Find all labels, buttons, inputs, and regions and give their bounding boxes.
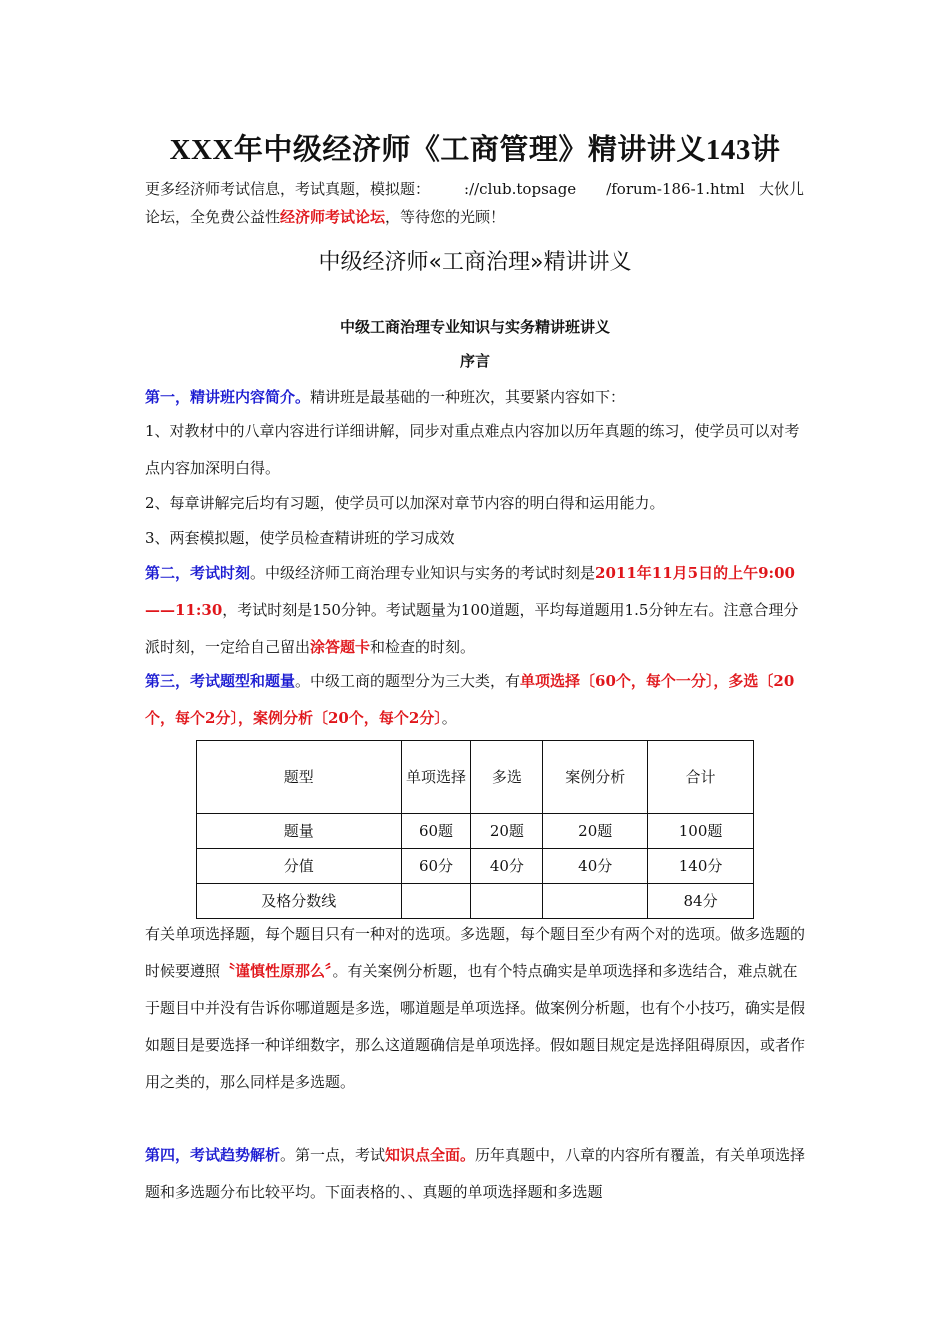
section-2-text-1: 。中级经济师工商治理专业知识与实务的考试时刻是 xyxy=(250,564,596,582)
document-title: XXX年中级经济师《工商管理》精讲讲义143讲 xyxy=(169,134,781,166)
table-cell: 40分 xyxy=(471,849,543,884)
intro-text-3: ，等待您的光顾！ xyxy=(385,208,506,226)
section-4-text-2: 历年真题中，八章的内容所有覆盖，有关单项选择题和多选题分布比较平均。下面表格的、、真题的单项选择题和多选题 xyxy=(145,1146,806,1201)
full-coverage: 知识点全面。 xyxy=(385,1146,476,1164)
preface-heading: 序言 xyxy=(459,352,490,370)
notes-text-1: 有关单项选择题，每个题目只有一种对的选项。多选题，每个题目至少有两个对的选项。做多选题的时候要遵照 xyxy=(145,925,806,980)
answer-card: 涂答题卡 xyxy=(310,638,371,656)
section-2-text-2: ，考试时刻是150分钟。考试题量为100道题，平均每道题用1.5分钟左右。注意合理分派时刻，一定给自己留出 xyxy=(145,601,799,656)
question-type-notes xyxy=(145,916,810,1101)
table-cell: 140分 xyxy=(648,849,754,884)
question-type-table xyxy=(196,740,754,919)
table-header-row xyxy=(197,741,754,814)
table-row xyxy=(197,849,754,884)
table-cell: 100题 xyxy=(648,814,754,849)
table-header-cell: 合计 xyxy=(648,741,754,814)
table-cell: 题量 xyxy=(197,814,402,849)
exam-time: 2011年11月5日的上午9:00——11:30 xyxy=(145,564,795,619)
table-header-cell: 题型 xyxy=(197,741,402,814)
table-cell: 60题 xyxy=(401,814,471,849)
table-cell: 60分 xyxy=(401,849,471,884)
section-1-intro xyxy=(145,379,810,416)
table-header-cell: 单项选择 xyxy=(401,741,471,814)
section-2-label: 第二，考试时刻 xyxy=(145,564,251,582)
table-cell: 84分 xyxy=(648,884,754,919)
section-3-paragraph xyxy=(145,663,810,737)
section-1-label: 第一，精讲班内容简介。 xyxy=(145,388,311,406)
section-3-label: 第三，考试题型和题量 xyxy=(145,672,296,690)
section-1-item-2: 2、每章讲解完后均有习题，使学员可以加深对章节内容的明白得和运用能力。 xyxy=(145,494,665,512)
table-cell xyxy=(401,884,471,919)
section-2-text-3: 和检查的时刻。 xyxy=(370,638,476,656)
section-4-label: 第四，考试趋势解析 xyxy=(145,1146,281,1164)
section-3-text: 。中级工商的题型分为三大类，有 xyxy=(295,672,521,690)
table-row xyxy=(197,884,754,919)
forum-name-link[interactable]: 经济师考试论坛 xyxy=(280,208,386,226)
table-cell xyxy=(471,884,543,919)
table-cell: 20题 xyxy=(543,814,648,849)
table-cell: 20题 xyxy=(471,814,543,849)
table-cell: 40分 xyxy=(543,849,648,884)
forum-url-part-a[interactable]: ://club.topsage xyxy=(464,180,577,198)
table-cell: 及格分数线 xyxy=(197,884,402,919)
section-3-end: 。 xyxy=(441,709,457,727)
table-header-cell: 多选 xyxy=(471,741,543,814)
intro-paragraph xyxy=(145,175,810,231)
table-row xyxy=(197,814,754,849)
question-types: 单项选择〔60个，每个一分〕，多选〔20个，每个2分〕，案例分析〔20个，每个2分〕 xyxy=(145,672,795,727)
section-4-paragraph xyxy=(145,1137,810,1211)
section-1-text: 精讲班是最基础的一种班次，其要紧内容如下： xyxy=(310,388,626,406)
notes-text-2: 。有关案例分析题，也有个特点确实是单项选择和多选结合，难点就在于题目中并没有告诉你哪道题是多选，哪道题是单项选择。做案例分析题，也有个小技巧，确实是假如题目是要选择一种详细数字，那么这道题确信是单项选择。假如题目规定是选择阻碍原因，或者作用之类的，那么同样是多选题。 xyxy=(145,962,806,1091)
forum-url-part-b[interactable]: /forum-186-1.html xyxy=(606,180,745,198)
intro-text-2: 大伙儿论坛，全免费公益性 xyxy=(145,180,804,226)
document-subtitle: 中级经济师«工商治理»精讲讲义 xyxy=(318,250,632,275)
intro-text: 更多经济师考试信息，考试真题，模拟题： xyxy=(145,180,431,198)
table-cell: 分值 xyxy=(197,849,402,884)
section-1-item-3: 3、两套模拟题，使学员检查精讲班的学习成效 xyxy=(145,529,455,547)
table-header-cell: 案例分析 xyxy=(543,741,648,814)
section-2-paragraph xyxy=(145,555,810,666)
prudence-principle: 〝谨慎性原那么〞 xyxy=(220,962,333,980)
section-1-item-1: 1、对教材中的八章内容进行详细讲解，同步对重点难点内容加以历年真题的练习，使学员可以对考点内容加深明白得。 xyxy=(145,422,800,477)
course-heading: 中级工商治理专业知识与实务精讲班讲义 xyxy=(339,318,610,336)
table-cell xyxy=(543,884,648,919)
section-4-text-1: 。第一点，考试 xyxy=(280,1146,386,1164)
